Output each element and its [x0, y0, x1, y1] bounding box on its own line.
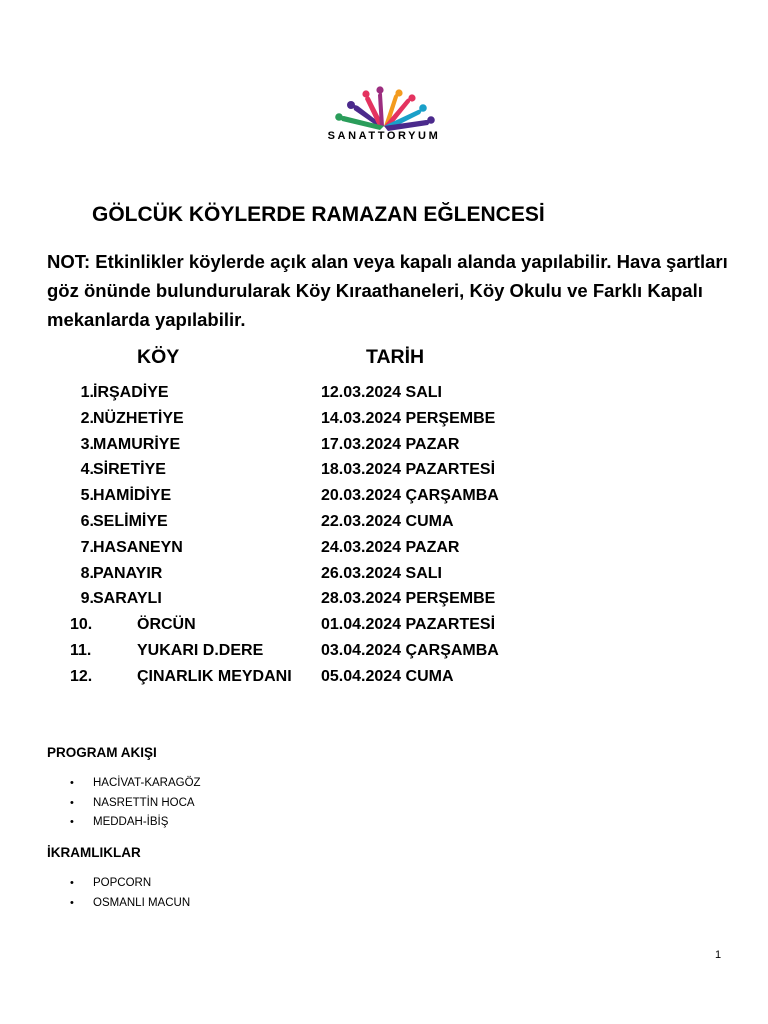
schedule-row — [0, 616, 768, 642]
bullet-icon: • — [70, 796, 74, 809]
treat-item: OSMANLI MACUN — [93, 896, 191, 909]
village-name: PANAYIR — [93, 564, 163, 582]
row-number: 11. — [70, 641, 92, 659]
schedule-row — [0, 565, 768, 591]
event-date: 03.04.2024 ÇARŞAMBA — [321, 641, 499, 659]
date-column-header: TARİH — [366, 346, 425, 368]
row-number: 10. — [70, 616, 93, 634]
event-date: 28.03.2024 PERŞEMBE — [321, 590, 496, 608]
schedule-row — [0, 410, 768, 436]
row-number: 1. — [80, 384, 94, 401]
schedule-row — [0, 539, 768, 565]
event-date: 18.03.2024 PAZARTESİ — [321, 461, 496, 479]
village-name: MAMURİYE — [93, 435, 181, 453]
event-date: 20.03.2024 ÇARŞAMBA — [321, 487, 499, 505]
village-name: HAMİDİYE — [93, 487, 172, 505]
bullet-icon: • — [70, 777, 74, 789]
village-name: YUKARI D.DERE — [137, 641, 264, 659]
event-date: 12.03.2024 SALI — [321, 384, 442, 401]
village-name: SELİMİYE — [93, 512, 168, 530]
treats-heading: İKRAMLIKLAR — [47, 845, 141, 860]
village-schedule-list — [0, 384, 768, 694]
row-number: 3. — [80, 435, 94, 453]
row-number: 4. — [80, 461, 94, 479]
village-name: İRŞADİYE — [93, 384, 169, 401]
village-name: NÜZHETİYE — [93, 409, 184, 427]
village-name: ÖRCÜN — [137, 616, 196, 634]
event-date: 17.03.2024 PAZAR — [321, 435, 460, 453]
event-date: 26.03.2024 SALI — [321, 564, 442, 582]
village-name: SİRETİYE — [93, 461, 166, 479]
bullet-icon: • — [70, 877, 74, 889]
program-heading: PROGRAM AKIŞI — [47, 745, 157, 760]
village-name: ÇINARLIK MEYDANI — [137, 667, 292, 685]
logo-wordmark: SANATTORYUM — [327, 130, 441, 142]
event-date: 22.03.2024 CUMA — [321, 512, 454, 530]
bullet-icon: • — [70, 896, 74, 909]
program-item: NASRETTİN HOCA — [93, 796, 195, 809]
page-title: GÖLCÜK KÖYLERDE RAMAZAN EĞLENCESİ — [92, 203, 545, 226]
event-date: 05.04.2024 CUMA — [321, 667, 454, 685]
schedule-row — [0, 668, 768, 694]
row-number: 12. — [70, 667, 93, 685]
schedule-row — [0, 590, 768, 616]
sanattoryum-logo — [262, 50, 506, 182]
note-paragraph: NOT: Etkinlikler köylerde açık alan veya kapalı alanda yapılabilir. Hava şartları göz önünde bulundurularak Köy Kıraathaneleri, Köy Okulu ve Farklı Kapalı mekanlarda yapılabilir. — [47, 251, 728, 330]
village-name: SARAYLI — [93, 590, 162, 608]
event-date: 14.03.2024 PERŞEMBE — [321, 409, 496, 427]
logo-figures-icon — [262, 50, 506, 182]
program-item: HACİVAT-KARAGÖZ — [93, 777, 201, 789]
row-number: 7. — [80, 538, 94, 556]
bullet-icon: • — [70, 816, 74, 828]
schedule-row — [0, 384, 768, 410]
schedule-row — [0, 436, 768, 462]
schedule-row — [0, 642, 768, 668]
program-item: MEDDAH-İBİŞ — [93, 816, 169, 828]
event-date: 01.04.2024 PAZARTESİ — [321, 616, 496, 634]
row-number: 9. — [80, 590, 94, 608]
schedule-row — [0, 487, 768, 513]
treat-item: POPCORN — [93, 877, 152, 889]
village-column-header: KÖY — [137, 346, 180, 368]
row-number: 2. — [80, 409, 94, 427]
row-number: 5. — [80, 487, 94, 505]
village-name: HASANEYN — [93, 538, 183, 556]
row-number: 6. — [80, 512, 94, 530]
page-number: 1 — [715, 949, 722, 961]
schedule-row — [0, 513, 768, 539]
event-date: 24.03.2024 PAZAR — [321, 538, 460, 556]
row-number: 8. — [80, 564, 94, 582]
schedule-row — [0, 461, 768, 487]
